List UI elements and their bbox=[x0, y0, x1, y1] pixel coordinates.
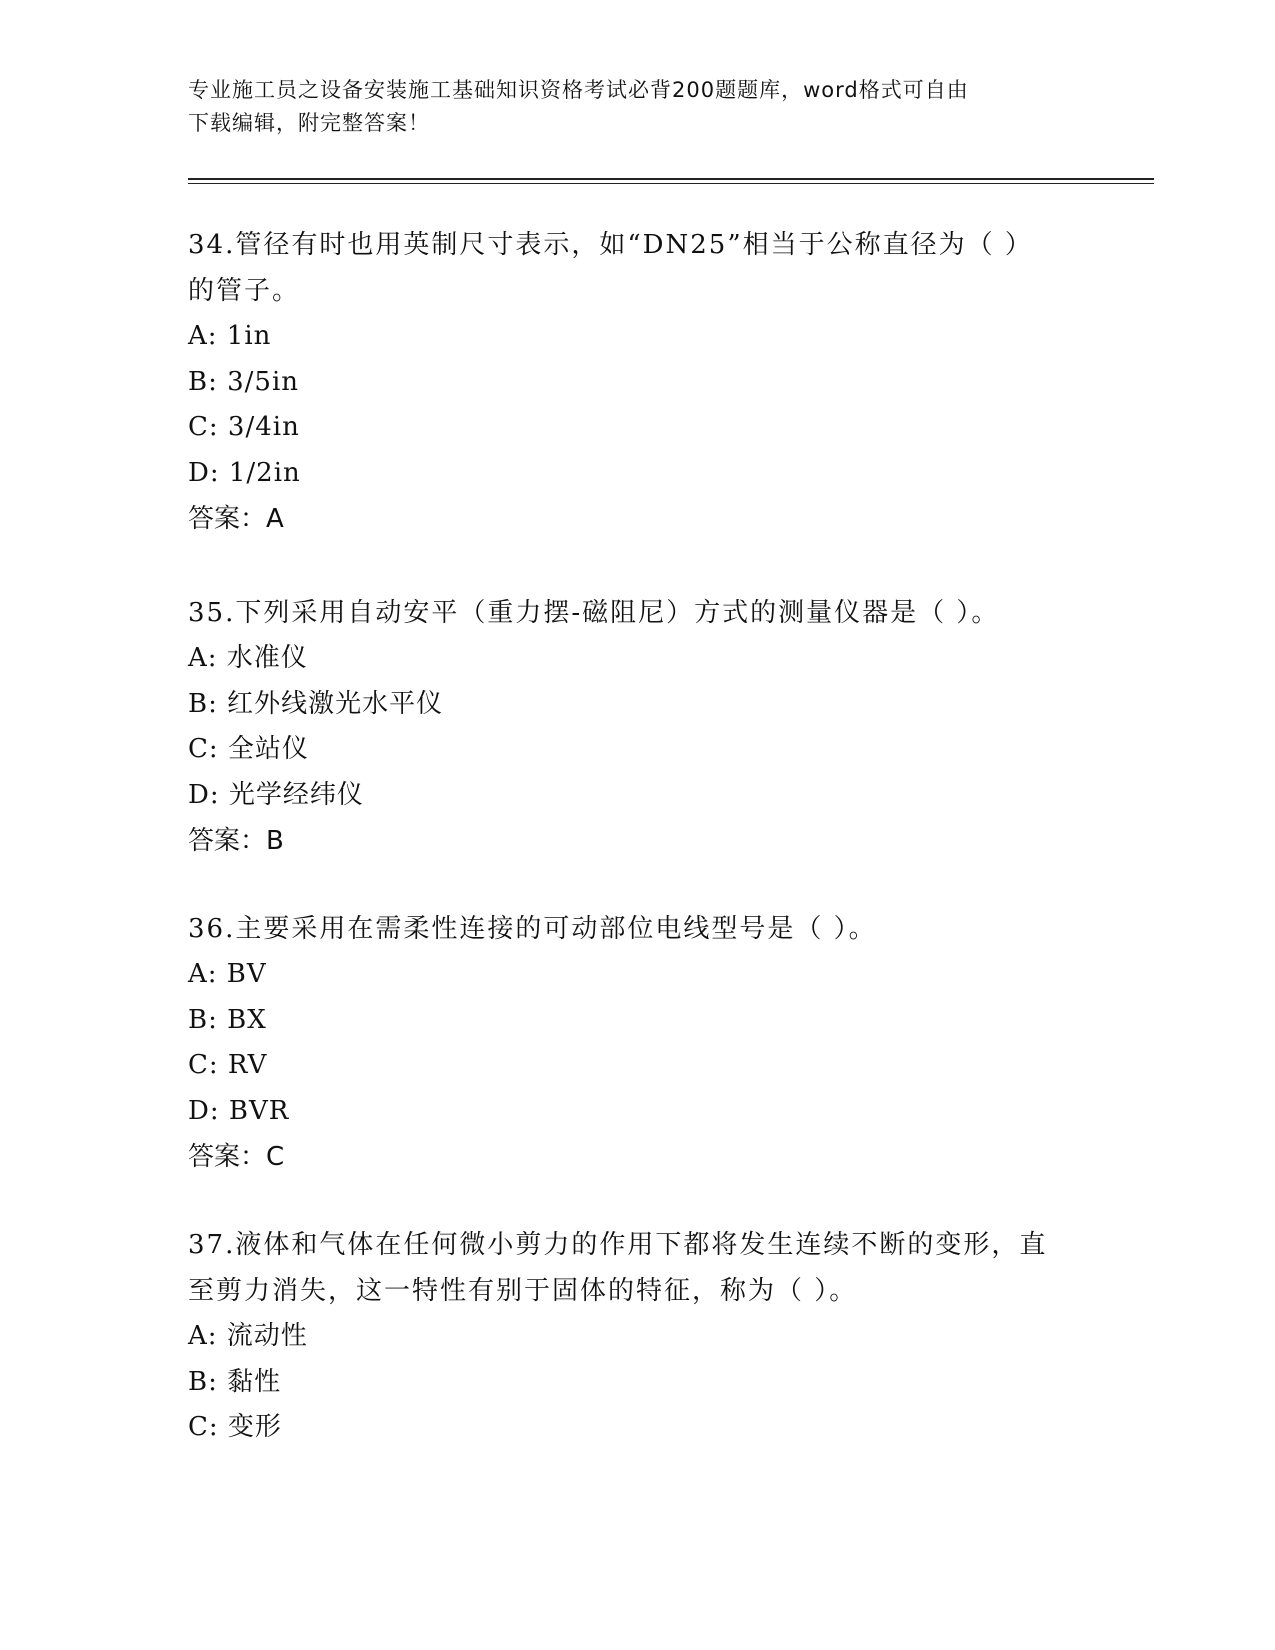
option-c: C: 3/4in bbox=[188, 412, 300, 442]
option-a: A: BV bbox=[188, 959, 267, 989]
option-a: A: 水准仪 bbox=[188, 643, 308, 673]
question-stem-line: 36.主要采用在需柔性连接的可动部位电线型号是（ ）。 bbox=[188, 914, 877, 944]
option-d: D: 光学经纬仪 bbox=[188, 779, 364, 810]
question-stem-line: 37.液体和气体在任何微小剪力的作用下都将发生连续不断的变形，直 bbox=[188, 1230, 1048, 1260]
question-stem-line: 的管子。 bbox=[188, 276, 301, 306]
option-a: A: 流动性 bbox=[188, 1321, 308, 1351]
header-divider-thick bbox=[188, 178, 1154, 180]
question-stem-line: 34.管径有时也用英制尺寸表示，如“DN25”相当于公称直径为（ ） bbox=[188, 230, 1033, 260]
question-37 bbox=[188, 1222, 1088, 1451]
option-c: C: RV bbox=[188, 1050, 268, 1080]
question-35 bbox=[188, 590, 1088, 864]
option-b: B: 黏性 bbox=[188, 1366, 282, 1397]
question-36 bbox=[188, 906, 1088, 1180]
header-line-1: 专业施工员之设备安装施工基础知识资格考试必背200题题库，word格式可自由 bbox=[188, 78, 969, 102]
option-a: A: 1in bbox=[188, 321, 272, 351]
option-d: D: BVR bbox=[188, 1095, 290, 1126]
option-b: B: 3/5in bbox=[188, 366, 300, 397]
answer: 答案：A bbox=[188, 504, 284, 534]
option-c: C: 全站仪 bbox=[188, 734, 309, 764]
question-stem-line: 至剪力消失，这一特性有别于固体的特征，称为（ ）。 bbox=[188, 1276, 858, 1306]
document-header bbox=[188, 74, 1068, 140]
option-c: C: 变形 bbox=[188, 1412, 282, 1442]
option-d: D: 1/2in bbox=[188, 457, 301, 488]
option-b: B: BX bbox=[188, 1004, 267, 1035]
answer: 答案：C bbox=[188, 1142, 285, 1172]
header-line-2: 下载编辑，附完整答案！ bbox=[188, 111, 430, 135]
answer: 答案：B bbox=[188, 826, 284, 856]
question-34 bbox=[188, 222, 1088, 542]
question-stem-line: 35.下列采用自动安平（重力摆-磁阻尼）方式的测量仪器是（ ）。 bbox=[188, 598, 1000, 628]
header-divider-thin bbox=[188, 183, 1154, 184]
option-b: B: 红外线激光水平仪 bbox=[188, 688, 444, 719]
